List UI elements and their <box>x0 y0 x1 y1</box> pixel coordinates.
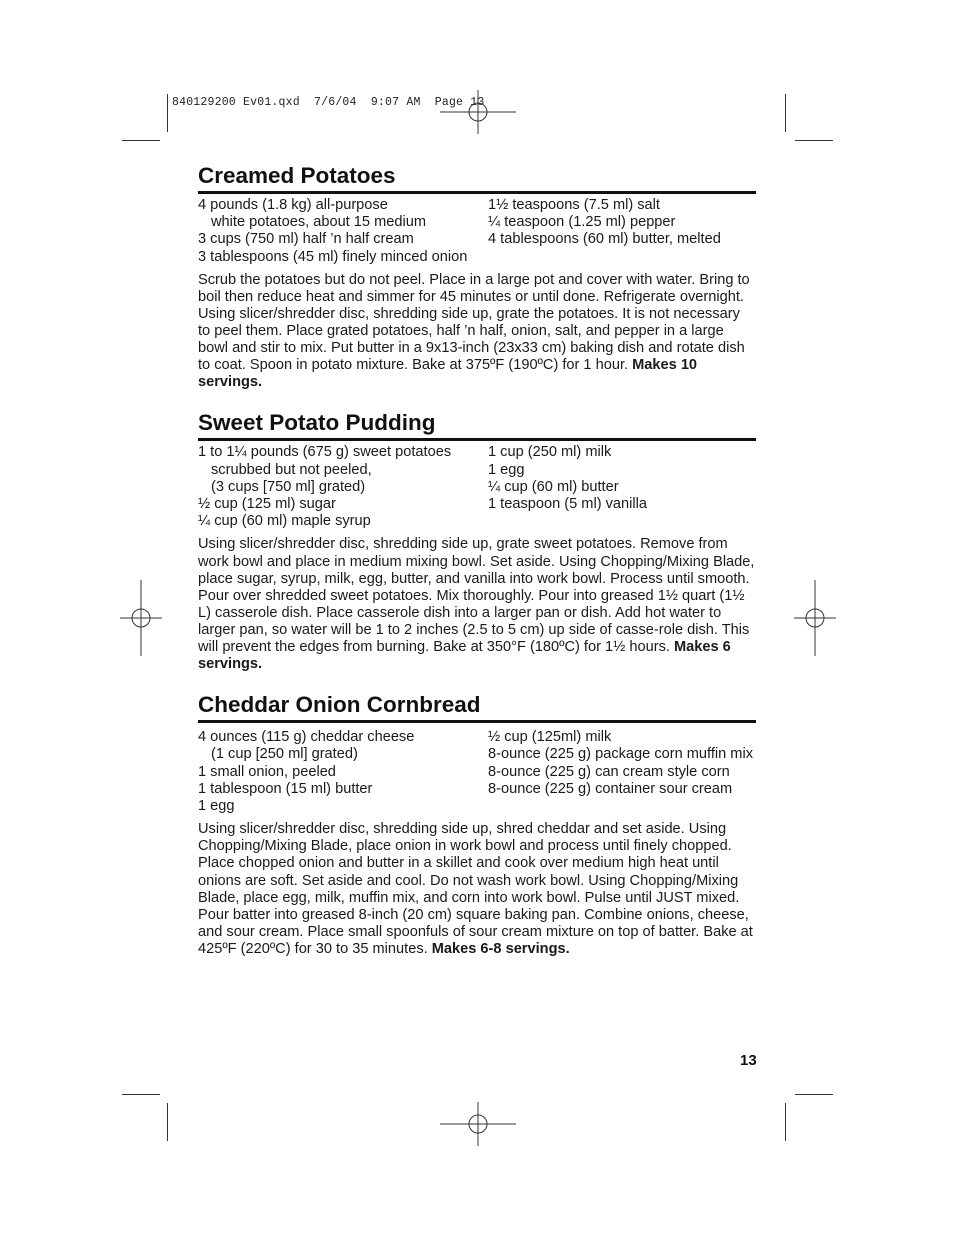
printer-slug-line: 840129200 Ev01.qxd 7/6/04 9:07 AM Page 13 <box>172 96 485 109</box>
crop-mark <box>785 1103 786 1141</box>
recipe-directions <box>198 821 756 958</box>
ingredient-item: 1 egg <box>488 461 525 478</box>
ingredient-item: 1 egg <box>198 798 235 815</box>
ingredient-item: 1 tablespoon (15 ml) butter <box>198 780 373 797</box>
ingredient-item: 4 ounces (115 g) cheddar cheese <box>198 729 415 746</box>
recipe-yield: Makes 10 servings. <box>198 357 698 391</box>
recipe-yield: Makes 6 servings. <box>198 639 731 673</box>
crop-mark <box>122 1094 160 1095</box>
recipe-directions <box>198 272 756 392</box>
ingredient-column-right <box>488 197 756 266</box>
directions-text: Using slicer/shredder disc, shredding side up, shred cheddar and set aside. Using Chopping/Mixing Blade, place onion in work bowl and process until finely chopped. Place chopped onion and butter in a skillet and cook over medium high heat until onions are soft. Set aside and cool. Do not wash work bowl. Using Chopping/Mixing Blade, place egg, milk, muffin mix, and corn into work bowl. Pulse until JUST mixed. Pour batter into greased 8-inch (20 cm) square baking pan. Combine onions, cheese, and sour cream. Place small spoonfuls of sour cream mixture on top of batter. Bake at 425ºF (220ºC) for 30 to 35 minutes. <box>198 821 753 957</box>
ingredient-column-left <box>198 197 488 266</box>
page-number: 13 <box>740 1052 757 1069</box>
recipe-sweet-potato-pudding <box>198 409 756 673</box>
ingredient-item: white potatoes, about 15 medium <box>211 214 426 231</box>
ingredient-item: 1 to 1¼ pounds (675 g) sweet potatoes <box>198 444 452 461</box>
registration-mark-icon <box>440 1102 516 1146</box>
ingredient-list <box>198 729 756 815</box>
ingredient-item: 4 tablespoons (60 ml) butter, melted <box>488 231 721 248</box>
ingredient-item: (1 cup [250 ml] grated) <box>211 746 358 763</box>
ingredient-column-right <box>488 729 756 815</box>
recipe-title: Sweet Potato Pudding <box>198 409 756 441</box>
ingredient-column-left <box>198 444 488 530</box>
ingredient-column-left <box>198 729 488 815</box>
ingredient-item: 8-ounce (225 g) can cream style corn <box>488 763 730 780</box>
ingredient-item: ¼ cup (60 ml) butter <box>488 478 619 495</box>
crop-mark <box>795 140 833 141</box>
ingredient-item: 3 tablespoons (45 ml) finely minced onion <box>198 248 468 265</box>
registration-mark-icon <box>794 580 836 656</box>
ingredient-item: ½ cup (125 ml) sugar <box>198 496 336 513</box>
ingredient-item: ¼ teaspoon (1.25 ml) pepper <box>488 214 676 231</box>
ingredient-item: 1½ teaspoons (7.5 ml) salt <box>488 197 660 213</box>
recipe-creamed-potatoes <box>198 162 756 391</box>
crop-mark <box>795 1094 833 1095</box>
ingredient-item: ½ cup (125ml) milk <box>488 729 612 746</box>
recipe-title: Cheddar Onion Cornbread <box>198 691 756 723</box>
recipe-yield: Makes 6-8 servings. <box>431 940 570 957</box>
directions-text: Using slicer/shredder disc, shredding side up, grate sweet potatoes. Remove from work bowl and place in medium mixing bowl. Set aside. Using Chopping/Mixing Blade, place sugar, syrup, milk, egg, butter, and vanilla into work bowl. Process until smooth. Pour over shredded sweet potatoes. Mix thoroughly. Pour into greased 1½ quart (1½ L) casserole dish. Place casserole dish into a larger pan or dish. Add hot water to larger pan, so water will be 1 to 2 inches (2.5 to 5 cm) up side of casse-role dish. This will prevent the edges from burning. Bake at 350°F (180ºC) for 1½ hours. <box>198 536 755 656</box>
recipe-title: Creamed Potatoes <box>198 162 756 194</box>
ingredient-list <box>198 197 756 266</box>
registration-mark-icon <box>120 580 162 656</box>
ingredient-item: 8-ounce (225 g) container sour cream <box>488 780 733 797</box>
ingredient-item: 3 cups (750 ml) half ’n half cream <box>198 231 414 248</box>
crop-mark <box>785 94 786 132</box>
registration-mark-icon <box>440 90 516 134</box>
ingredient-item: ¼ cup (60 ml) maple syrup <box>198 513 371 530</box>
recipe-page-content <box>198 162 756 958</box>
ingredient-item: 8-ounce (225 g) package corn muffin mix <box>488 746 753 763</box>
crop-mark <box>167 94 168 132</box>
ingredient-item: 1 small onion, peeled <box>198 763 336 780</box>
directions-text: Scrub the potatoes but do not peel. Place in a large pot and cover with water. Bring to boil then reduce heat and simmer for 45 minutes or until done. Refrigerate overnight. Using slicer/shredder disc, shredding side up, grate the potatoes. It is not necessary to peel them. Place grated potatoes, half ’n half, onion, salt, and pepper in a large bowl and stir to mix. Put butter in a 9x13-inch (23x33 cm) baking dish and rotate dish to coat. Spoon in potato mixture. Bake at 375ºF (190ºC) for 1 hour. <box>198 271 750 374</box>
crop-mark <box>122 140 160 141</box>
ingredient-item: 4 pounds (1.8 kg) all-purpose <box>198 197 388 213</box>
ingredient-item: 1 teaspoon (5 ml) vanilla <box>488 496 647 513</box>
recipe-cheddar-onion-cornbread <box>198 691 756 958</box>
ingredient-item: scrubbed but not peeled, <box>211 461 372 478</box>
ingredient-item: (3 cups [750 ml] grated) <box>211 478 366 495</box>
ingredient-list <box>198 444 756 530</box>
recipe-directions <box>198 536 756 673</box>
crop-mark <box>167 1103 168 1141</box>
ingredient-item: 1 cup (250 ml) milk <box>488 444 612 461</box>
ingredient-column-right <box>488 444 756 530</box>
